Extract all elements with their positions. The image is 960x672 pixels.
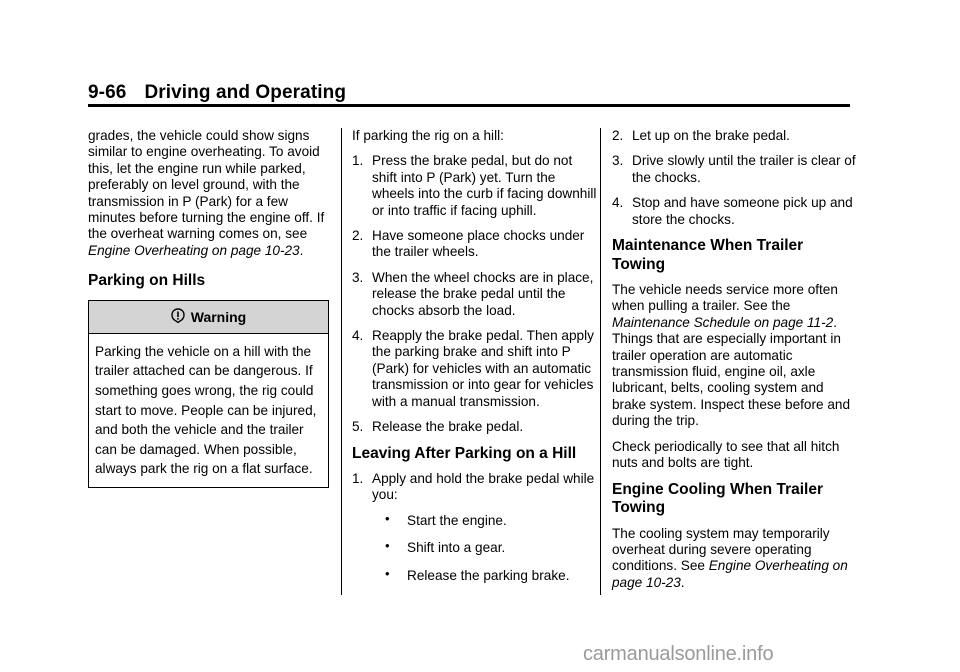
column-2 <box>352 128 597 595</box>
maintenance-paragraph <box>612 282 857 430</box>
step-text: Press the brake pedal, but do not shift into P (Park) yet. Turn the wheels into the curb if facing downhill or into traffic if facing uphill. <box>372 153 597 218</box>
column-divider <box>600 128 601 595</box>
period: . <box>299 242 304 258</box>
intro-paragraph <box>88 128 334 259</box>
step-number: 2. <box>352 228 364 244</box>
step-text: Have someone place chocks under the trailer wheels. <box>372 228 585 260</box>
step-number: 4. <box>612 195 624 211</box>
bullet-item <box>352 565 597 584</box>
cross-reference-link[interactable]: Engine Overheating on page 10-23 <box>88 242 300 258</box>
step-text: Reapply the brake pedal. Then apply the parking brake and shift into P (Park) for vehicles with an automatic transmission or into gear for vehicles with a manual transmission. <box>372 328 594 409</box>
list-item <box>352 471 597 504</box>
period: . <box>680 574 685 590</box>
bullet-text: Start the engine. <box>407 512 507 528</box>
step-number: 1. <box>352 471 364 486</box>
cooling-text: The cooling system may temporarily overheat during severe operating conditions. See <box>612 525 830 574</box>
section-heading-maintenance: Maintenance When Trailer Towing <box>612 237 804 273</box>
bullet-icon: • <box>385 565 390 581</box>
bullet-text: Shift into a gear. <box>407 540 506 556</box>
list-item <box>612 153 857 186</box>
list-item <box>352 270 597 319</box>
step-number: 3. <box>612 153 624 169</box>
section-heading-leaving-after-parking: Leaving After Parking on a Hill <box>352 444 577 462</box>
warning-box <box>88 300 329 488</box>
cross-reference-link[interactable]: Engine Overheating on page 10-23 <box>612 558 848 590</box>
list-item <box>352 328 597 410</box>
cross-reference-link[interactable]: Maintenance Schedule on page 11-2 <box>612 314 834 330</box>
step-number: 2. <box>612 128 624 143</box>
step-text: Stop and have someone pick up and store the chocks. <box>632 195 853 227</box>
step-text: Apply and hold the brake pedal while you: <box>372 471 595 503</box>
hill-parking-intro: If parking the rig on a hill: <box>352 128 504 143</box>
cooling-paragraph <box>612 526 857 592</box>
column-1 <box>88 128 334 488</box>
step-text: Let up on the brake pedal. <box>632 128 790 143</box>
maintenance-text: The vehicle needs service more often when pulling a trailer. See the <box>612 282 838 314</box>
section-heading-parking-on-hills: Parking on Hills <box>88 272 206 290</box>
column-divider <box>341 128 342 595</box>
chapter-title: Driving and Operating <box>144 82 347 103</box>
bullet-icon: • <box>385 538 390 554</box>
bullet-item <box>352 540 597 556</box>
list-item <box>352 153 597 219</box>
header-rule <box>88 104 850 107</box>
step-text: When the wheel chocks are in place, release the brake pedal until the chocks absorb the load. <box>372 269 594 318</box>
warning-header <box>89 301 328 334</box>
warning-title: Warning <box>190 308 247 325</box>
list-item <box>352 228 597 261</box>
list-item <box>612 195 857 228</box>
bullet-item <box>352 510 597 529</box>
step-number: 3. <box>352 269 364 285</box>
warning-icon <box>171 308 185 323</box>
section-heading-engine-cooling: Engine Cooling When Trailer Towing <box>612 480 823 516</box>
bullet-text: Release the parking brake. <box>407 567 570 583</box>
step-text: Drive slowly until the trailer is clear of the chocks. <box>632 153 856 185</box>
step-number: 4. <box>352 328 364 344</box>
hitch-paragraph: Check periodically to see that all hitch nuts and bolts are tight. <box>612 438 840 471</box>
column-3 <box>612 128 857 591</box>
maintenance-text-cont: . Things that are especially important in trailer operation are automatic transmission fluid, engine oil, axle lubricant, belts, cooling system and brake system. Inspect these before and during the trip. <box>612 314 851 429</box>
list-item <box>612 128 857 144</box>
step-number: 5. <box>352 419 364 435</box>
page-header <box>88 82 346 104</box>
page-number: 9-66 <box>88 82 127 103</box>
watermark: carmanualsonline.info <box>583 643 774 665</box>
step-number: 1. <box>352 153 364 169</box>
warning-text: Parking the vehicle on a hill with the trailer attached can be dangerous. If something goes wrong, the rig could start to move. People can be injured, and both the vehicle and the trailer can be damaged. When possible, always park the rig on a flat surface. <box>95 343 317 477</box>
intro-text: grades, the vehicle could show signs similar to engine overheating. To avoid this, let the engine run while parked, preferably on level ground, with the transmission in P (Park) for a few minutes before turning the engine off. If the overheat warning comes on, see <box>88 128 325 242</box>
step-text: Release the brake pedal. <box>372 419 524 435</box>
list-item <box>352 419 597 435</box>
bullet-icon: • <box>385 510 390 526</box>
